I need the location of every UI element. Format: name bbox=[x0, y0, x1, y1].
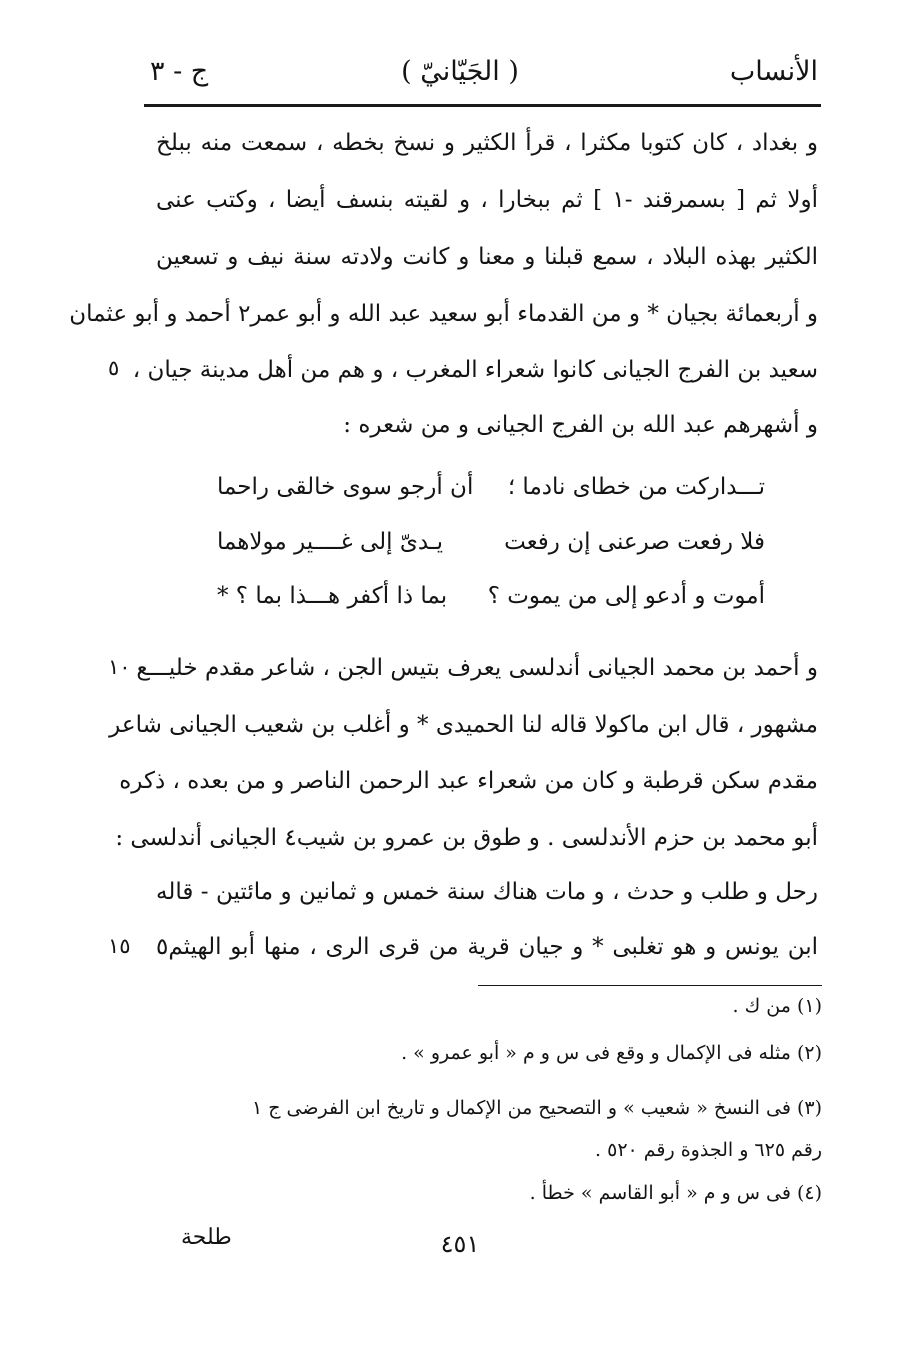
text-line: مقدم سكن قرطبة و كان من شعراء عبد الرحمن الناصر و من بعده ، ذكره bbox=[119, 768, 818, 794]
text-line: ابن يونس و هو تغلبى * و جيان قرية من قرى الرى ، منها أبو الهيثم٥ bbox=[156, 934, 818, 960]
text-line: أولا ثم [ بسمرقند -١ ] ثم ببخارا ، و لقيته بنسف أيضا ، وكتب عنى bbox=[156, 187, 818, 213]
page-number: ٤٥١ bbox=[440, 1230, 480, 1258]
text-line: رحل و طلب و حدث ، و مات هناك سنة خمس و ثمانين و مائتين - قاله bbox=[156, 879, 818, 905]
footnote: (٢) مثله فى الإكمال و وقع فى س و م « أبو عمرو » . bbox=[401, 1042, 822, 1064]
text-line: و أشهرهم عبد الله بن الفرج الجيانى و من شعره : bbox=[343, 412, 818, 438]
text-line: و بغداد ، كان كتوبا مكثرا ، قرأ الكثير و نسخ بخطه ، سمعت منه ببلخ bbox=[156, 130, 818, 156]
text-line: أبو محمد بن حزم الأندلسى . و طوق بن عمرو بن شيب٤ الجيانى أندلسى : bbox=[115, 825, 818, 851]
verse-line bbox=[217, 581, 765, 611]
running-head-entry: ( الجَيّانيّ ) bbox=[401, 56, 519, 87]
verse-first-hemistich: فلا رفعت صرعنى إن رفعت bbox=[504, 529, 765, 555]
footnote: رقم ٦٢٥ و الجذوة رقم ٥٢٠ . bbox=[595, 1139, 822, 1161]
running-head-volume: ج - ٣ bbox=[150, 56, 209, 87]
verse-first-hemistich: تـــداركت من خطاى نادما ؛ bbox=[507, 474, 765, 500]
line-number: ١٠ bbox=[108, 655, 131, 679]
line-number: ١٥ bbox=[108, 934, 131, 958]
text-line: الكثير بهذه البلاد ، سمع قبلنا و معنا و كانت ولادته سنة نيف و تسعين bbox=[156, 244, 818, 270]
line-number: ٥ bbox=[108, 356, 120, 380]
verse-second-hemistich: أن أرجو سوى خالقى راحما bbox=[217, 474, 474, 500]
footnote: (٣) فى النسخ « شعيب » و التصحيح من الإكمال و تاريخ ابن الفرضى ج ١ bbox=[251, 1097, 822, 1119]
verse-second-hemistich: بما ذا أكفر هـــذا بما ؟ * bbox=[217, 583, 448, 609]
text-line: سعيد بن الفرج الجيانى كانوا شعراء المغرب ، و هم من أهل مدينة جيان ، bbox=[132, 357, 818, 383]
signature-mark: طلحة bbox=[181, 1225, 232, 1250]
verse-line bbox=[217, 527, 765, 557]
text-line: و أربعمائة بجيان * و من القدماء أبو سعيد عبد الله و أبو عمر٢ أحمد و أبو عثمان bbox=[69, 301, 818, 327]
verse-second-hemistich: يـدىّ إلى غــــير مولاهما bbox=[217, 529, 444, 555]
footnote: (١) من ك . bbox=[732, 995, 822, 1017]
verse-line bbox=[217, 472, 765, 502]
verse-first-hemistich: أموت و أدعو إلى من يموت ؟ bbox=[487, 583, 765, 609]
footnote-rule bbox=[478, 985, 822, 986]
header-rule bbox=[144, 104, 821, 107]
footnote: (٤) فى س و م « أبو القاسم » خطأ . bbox=[529, 1182, 822, 1204]
running-head-title: الأنساب bbox=[729, 56, 818, 87]
text-line: و أحمد بن محمد الجيانى أندلسى يعرف بتيس الجن ، شاعر مقدم خليـــع bbox=[136, 655, 818, 681]
text-line: مشهور ، قال ابن ماكولا قاله لنا الحميدى * و أغلب بن شعيب الجيانى شاعر bbox=[109, 712, 818, 738]
